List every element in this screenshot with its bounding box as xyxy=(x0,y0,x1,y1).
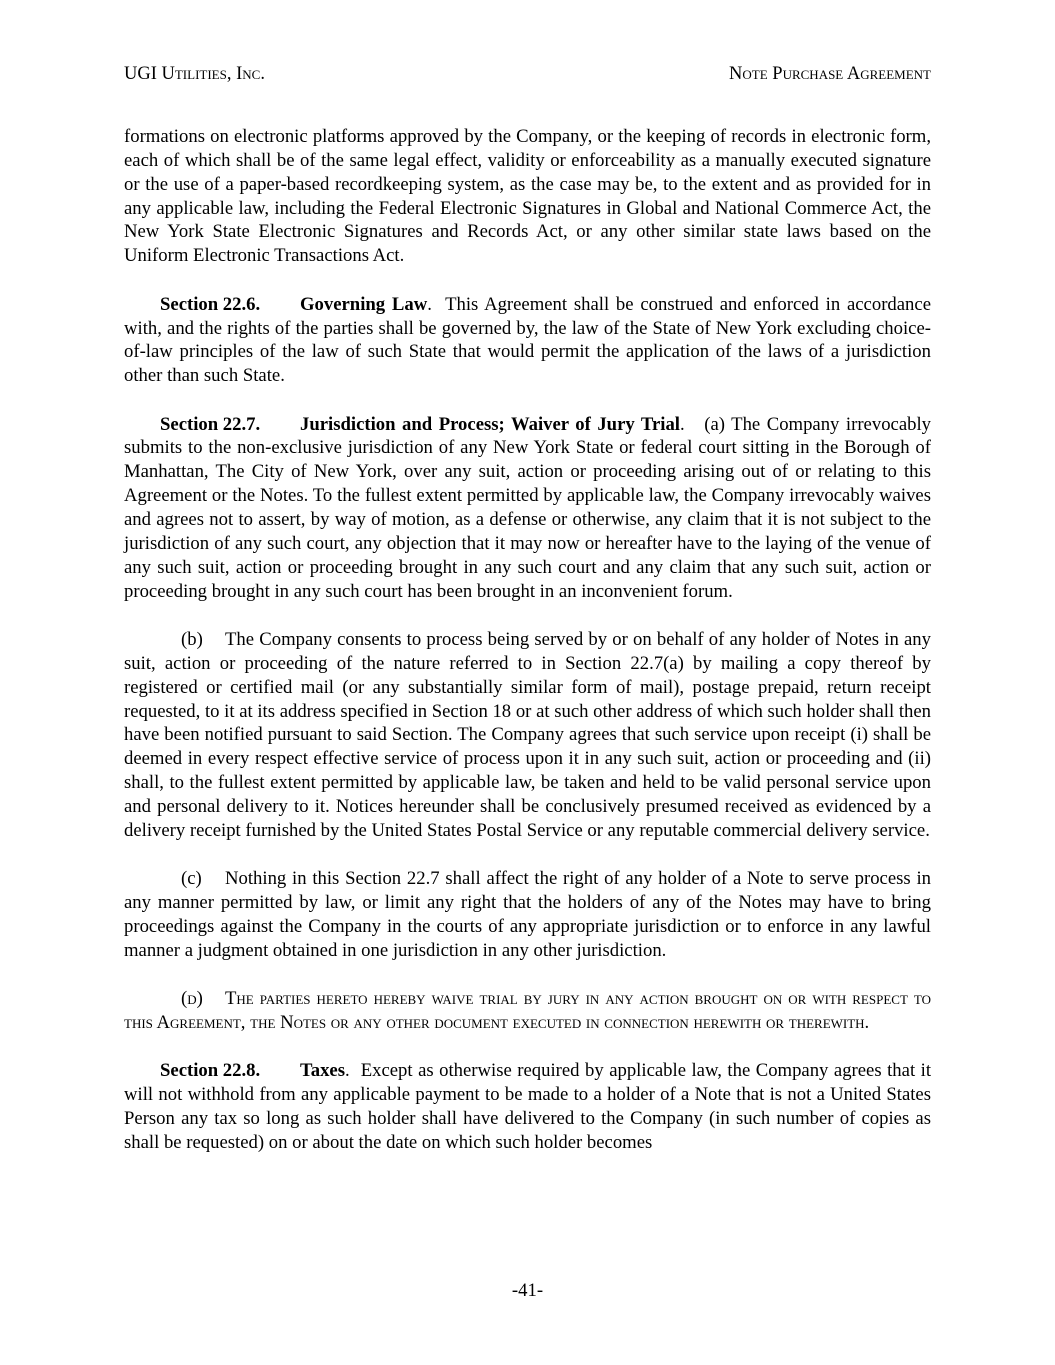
section-title: Governing Law xyxy=(300,293,428,315)
subsection-text: The Company consents to process being served by or on behalf of any holder of Notes in any suit, action or proceeding of the nature referred to in Section 22.7(a) by mailing a copy thereof by registered or certified mail (or any substantially similar form of mail), postage prepaid, return receipt requested, to it at its address specified in Section 18 or at such other address of which such holder shall then have been notified pursuant to said Section. The Company agrees that such service upon receipt (i) shall be deemed in every respect effective service of process upon it in any such suit, action or proceeding and (ii) shall, to the fullest extent permitted by applicable law, be taken and held to be valid personal service upon and personal delivery to it. Notices hereunder shall be conclusively presumed received as evidenced by a delivery receipt furnished by the United States Postal Service or any reputable commercial delivery service. xyxy=(124,628,931,841)
section-title: Taxes xyxy=(300,1060,346,1082)
section-22-7: Section 22.7. Jurisdiction and Process; Waiver of Jury Trial. (a) The Company irrevocably submits to the non-exclusive jurisdiction of any New York State or federal court sitting in the Borough of Manhattan, The City of New York, over any suit, action or proceeding arising out of or relating to this Agreement or the Notes. To the fullest extent permitted by applicable law, the Company irrevocably waives and agrees not to assert, by way of motion, as a defense or otherwise, any claim that it is not subject to the jurisdiction of any such court, any objection that it may now or hereafter have to the laying of the venue of any such suit, action or proceeding brought in any such court and any claim that any such suit, action or proceeding brought in any such court has been brought in an inconvenient forum. xyxy=(124,413,932,602)
section-text: Except as otherwise required by applicable law, the Company agrees that it will not withhold from any applicable payment to be made to a holder of a Note that is not a United States Person any tax so long as such holder shall have delivered to the Company (in such number of copies as shall be requested) on or about the date on which such holder becomes xyxy=(124,1060,932,1153)
section-22-8: Section 22.8. Taxes. Except as otherwise required by applicable law, the Company agrees that it will not withhold from any applicable payment to be made to a holder of a Note that is not a United States Person any tax so long as such holder shall have delivered to the Company (in such number of copies as shall be requested) on or about the date on which such holder becomes xyxy=(124,1060,932,1153)
section-title: Jurisdiction and Process; Waiver of Jury Trial xyxy=(300,413,680,435)
section-22-7-b xyxy=(124,628,931,843)
page-number: -41- xyxy=(511,1280,544,1301)
section-22-6: Section 22.6. Governing Law. This Agreement shall be construed and enforced in accordance with, and the rights of the parties shall be governed by, the law of the State of New York excluding choice-of-law principles of the law of such State that would permit the application of the laws of a jurisdiction other than such State. xyxy=(124,293,931,387)
section-text: This Agreement shall be construed and enforced in accordance with, and the rights of the parties shall be governed by, the law of the State of New York excluding choice-of-law principles of the law of such State that would permit the application of the laws of a jurisdiction other than such State. xyxy=(124,293,931,387)
subsection-label: (c) xyxy=(181,868,202,890)
subsection-label: (d) xyxy=(181,988,203,1010)
section-22-7-c xyxy=(124,867,931,962)
intro-paragraph: formations on electronic platforms approved by the Company, or the keeping of records in electronic form, each of which shall be of the same legal effect, validity or enforceability as a manually executed signature or the use of a paper-based recordkeeping system, as the case may be, to the extent and as provided for in any applicable law, including the Federal Electronic Signatures in Global and National Commerce Act, the New York State Electronic Signatures and Records Act, or any other similar state laws based on the Uniform Electronic Transactions Act. xyxy=(124,126,931,267)
section-22-7-d xyxy=(124,987,931,1035)
subsection-text: Nothing in this Section 22.7 shall affect the right of any holder of a Note to serve process in any manner permitted by law, or limit any right that the holders of any of the Notes may have to bring proceedings against the Company in the courts of any appropriate jurisdiction or to enforce in any lawful manner a judgment obtained in one jurisdiction in any other jurisdiction. xyxy=(124,868,931,961)
section-number: Section 22.8. xyxy=(160,1060,261,1082)
document-body xyxy=(124,125,931,1179)
subsection-label: (b) xyxy=(181,628,203,650)
header-document-title: Note Purchase Agreement xyxy=(729,64,931,84)
section-number: Section 22.6. xyxy=(160,293,261,315)
subsection-text: The Company irrevocably submits to the non-exclusive jurisdiction of any New York State or federal court sitting in the Borough of Manhattan, The City of New York, over any suit, action or proceeding arising out of or relating to this Agreement or the Notes. To the fullest extent permitted by applicable law, the Company irrevocably waives and agrees not to assert, by way of motion, as a defense or otherwise, any claim that it is not subject to the jurisdiction of any such court, any objection that it may now or hereafter have to the laying of the venue of any such suit, action or proceeding brought in any such court and any claim that any such suit, action or proceeding brought in any such court has been brought in an inconvenient forum. xyxy=(124,413,932,602)
subsection-text: The parties hereto hereby waive trial by jury in any action brought on or with respect to this Agreement, the Notes or any other document executed in connection herewith or therewith. xyxy=(124,988,931,1033)
subsection-label: (a) xyxy=(704,413,725,435)
section-number: Section 22.7. xyxy=(160,413,261,435)
header-company: UGI Utilities, Inc. xyxy=(124,64,265,84)
